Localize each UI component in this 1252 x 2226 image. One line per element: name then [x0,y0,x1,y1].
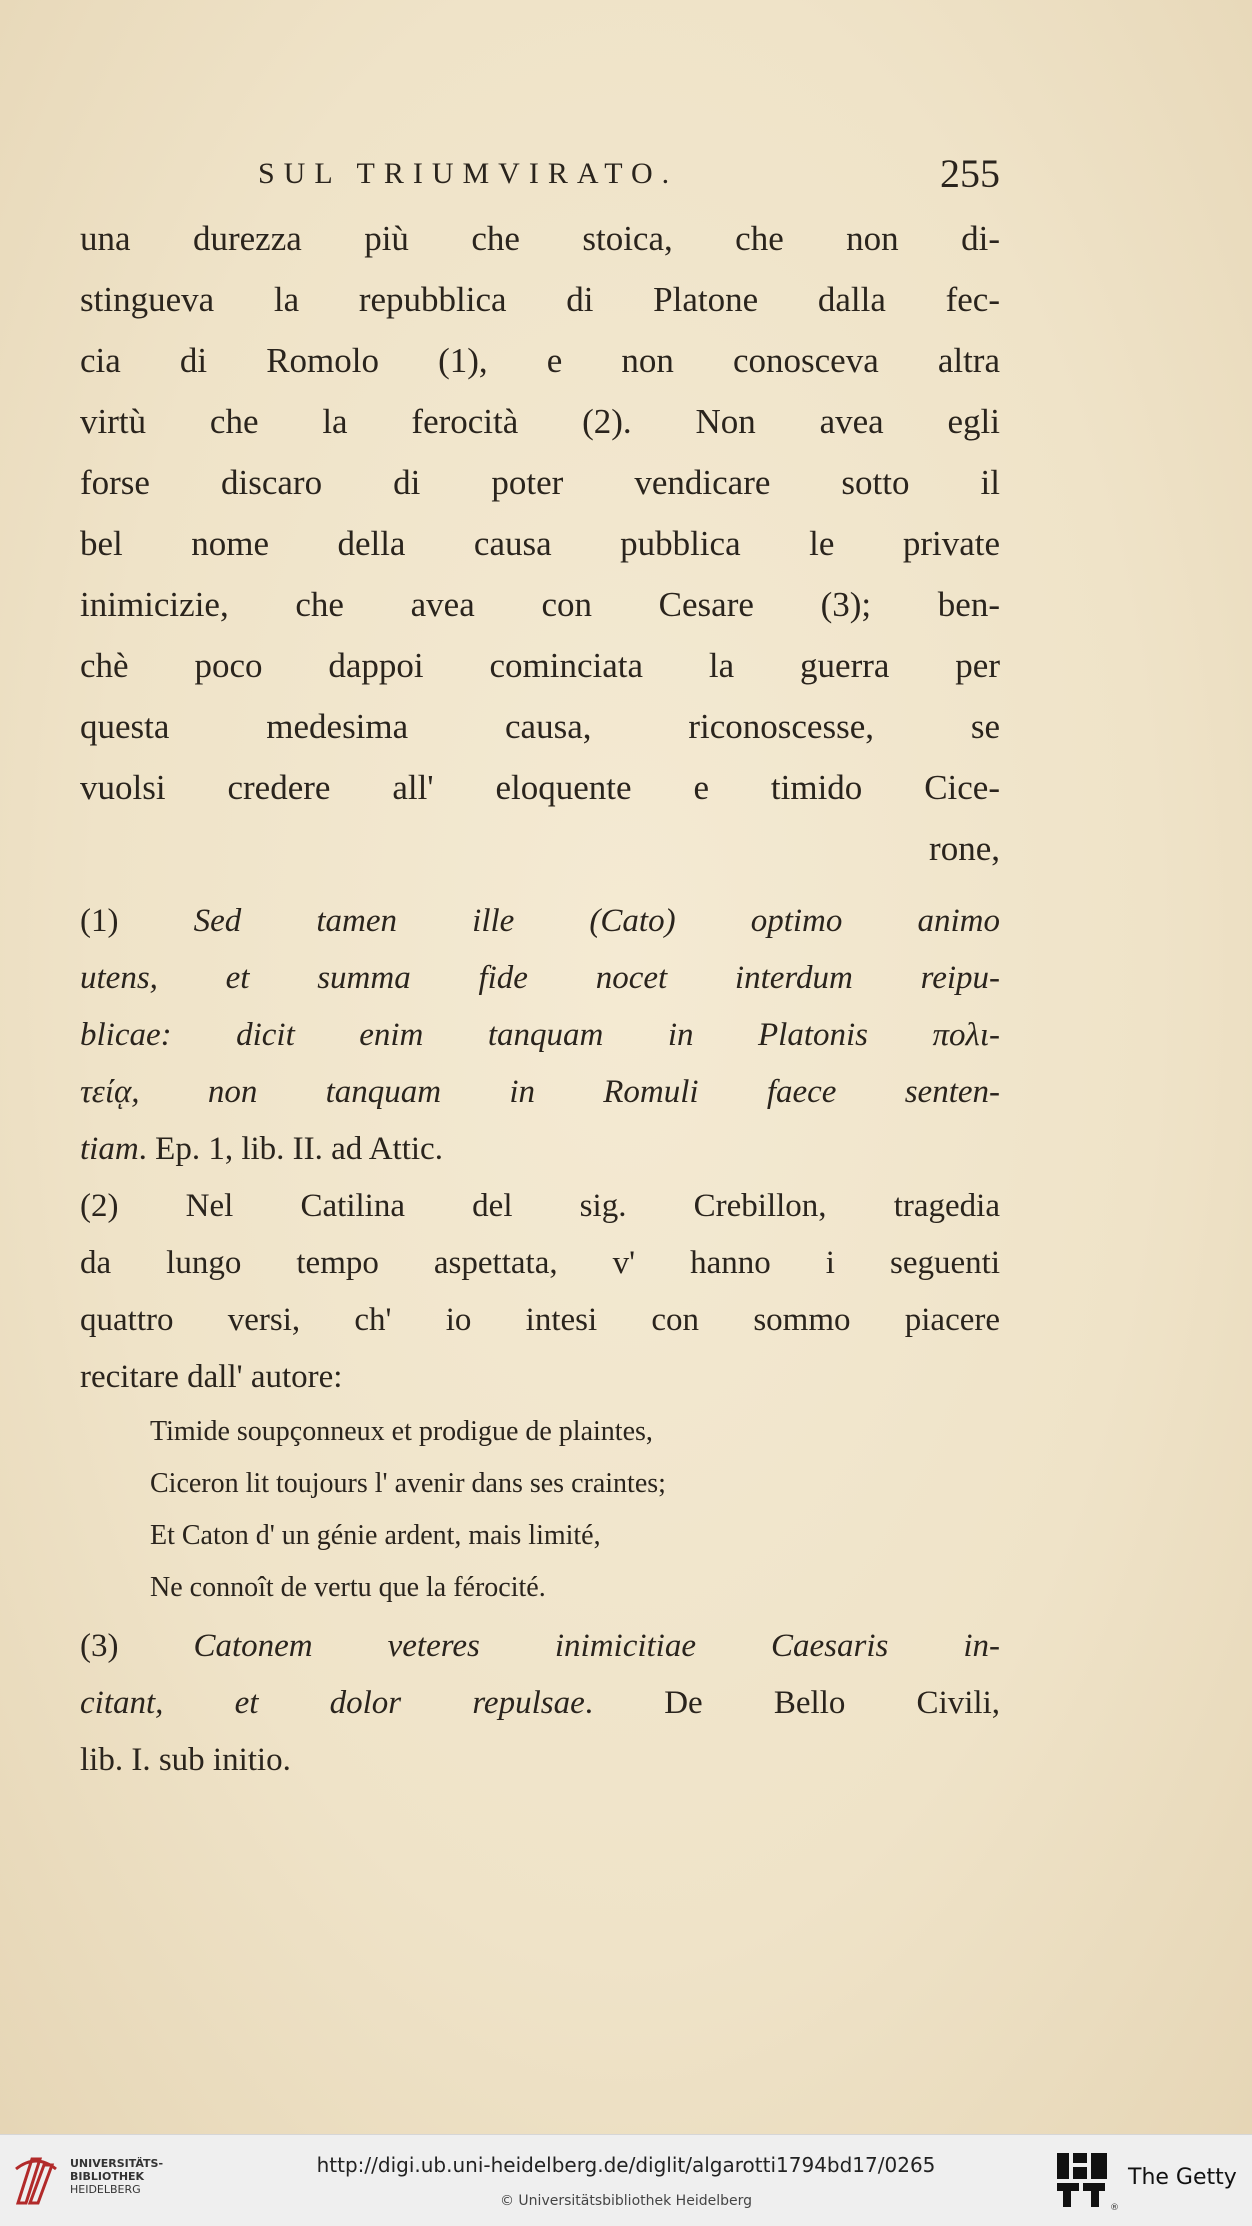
catchword: rone, [929,829,1000,868]
text-line: inimicizie, che avea con Cesare (3); ben- [80,585,1000,624]
footnote-2-line: quattro versi, ch' io intesi con sommo piacere [80,1302,1000,1338]
page-number: 255 [940,151,1000,196]
running-head: SUL TRIUMVIRATO. [258,157,679,190]
latin-quote: blicae: dicit enim tanquam in Platonis πολι- [80,1017,1000,1053]
footnote-3-line: lib. I. sub initio. [80,1742,291,1778]
footnote-1-line [80,1007,1000,1064]
footnote-1-line [80,1064,1000,1121]
library-name-line: HEIDELBERG [70,2183,141,2196]
footnote-3-line [80,1618,1000,1675]
text-line: stingueva la repubblica di Platone dalla fec- [80,280,1000,319]
text-line: vuolsi credere all' eloquente e timido Cice- [80,768,1000,807]
citation: . Ep. 1, lib. II. ad Attic. [138,1131,443,1167]
permalink[interactable]: http://digi.ub.uni-heidelberg.de/diglit/algarotti1794bd17/0265 [316,2153,936,2177]
text-line: una durezza più che stoica, che non di- [80,219,1000,258]
text-line: chè poco dappoi cominciata la guerra per [80,646,1000,685]
verse-line: Et Caton d' un génie ardent, mais limité, [150,1520,601,1551]
text-line: cia di Romolo (1), e non conosceva altra [80,341,1000,380]
footnote-1-line [80,1121,1000,1178]
citation: . De Bello Civili, [584,1685,1000,1721]
text-line: bel nome della causa pubblica le private [80,524,1000,563]
verse-line: Timide soupçonneux et prodigue de plaintes, [150,1416,653,1447]
latin-quote: citant, et dolor repulsae [80,1685,585,1721]
footnote-2-line: da lungo tempo aspettata, v' hanno i seguenti [80,1245,1000,1281]
footnote-3-line [80,1675,1000,1732]
text-line: virtù che la ferocità (2). Non avea egli [80,402,1000,441]
latin-quote: τείᾳ, non tanquam in Romuli faece senten- [80,1074,1000,1110]
viewer-footer [0,2134,1252,2226]
latin-quote: Sed tamen ille (Cato) optimo animo [193,903,1000,939]
footnote-1-line [80,893,1000,950]
main-text [80,208,1000,879]
verse-lines [150,1406,930,1614]
latin-quote: tiam [80,1131,139,1167]
verse-line: Ciceron lit toujours l' avenir dans ses craintes; [150,1468,666,1499]
verse-block [80,1406,1000,1618]
text-line: questa medesima causa, riconoscesse, se [80,707,1000,746]
library-name-line: UNIVERSITÄTS- [70,2157,164,2170]
library-name-line: BIBLIOTHEK [70,2170,145,2183]
getty-name: The Getty [1128,2165,1237,2190]
getty-logo-icon [1055,2151,1109,2209]
copyright-notice: © Universitätsbibliothek Heidelberg [499,2193,752,2209]
footnote-2-line: recitare dall' autore: [80,1359,343,1395]
footnote-marker: (1) [80,903,194,939]
registered-mark: ® [1110,2203,1119,2213]
footnote-1-line [80,950,1000,1007]
footnote-2-line: (2) Nel Catilina del sig. Crebillon, tragedia [80,1188,1000,1224]
latin-quote: Catonem veteres inimicitiae Caesaris in- [193,1628,1000,1664]
latin-quote: utens, et summa fide nocet interdum reipu- [80,960,1000,996]
text-line: forse discaro di poter vendicare sotto il [80,463,1000,502]
footnote-marker: (3) [80,1628,194,1664]
footnotes [80,893,1000,1789]
verse-line: Ne connoît de vertu que la férocité. [150,1572,546,1603]
page-header [80,150,1000,198]
